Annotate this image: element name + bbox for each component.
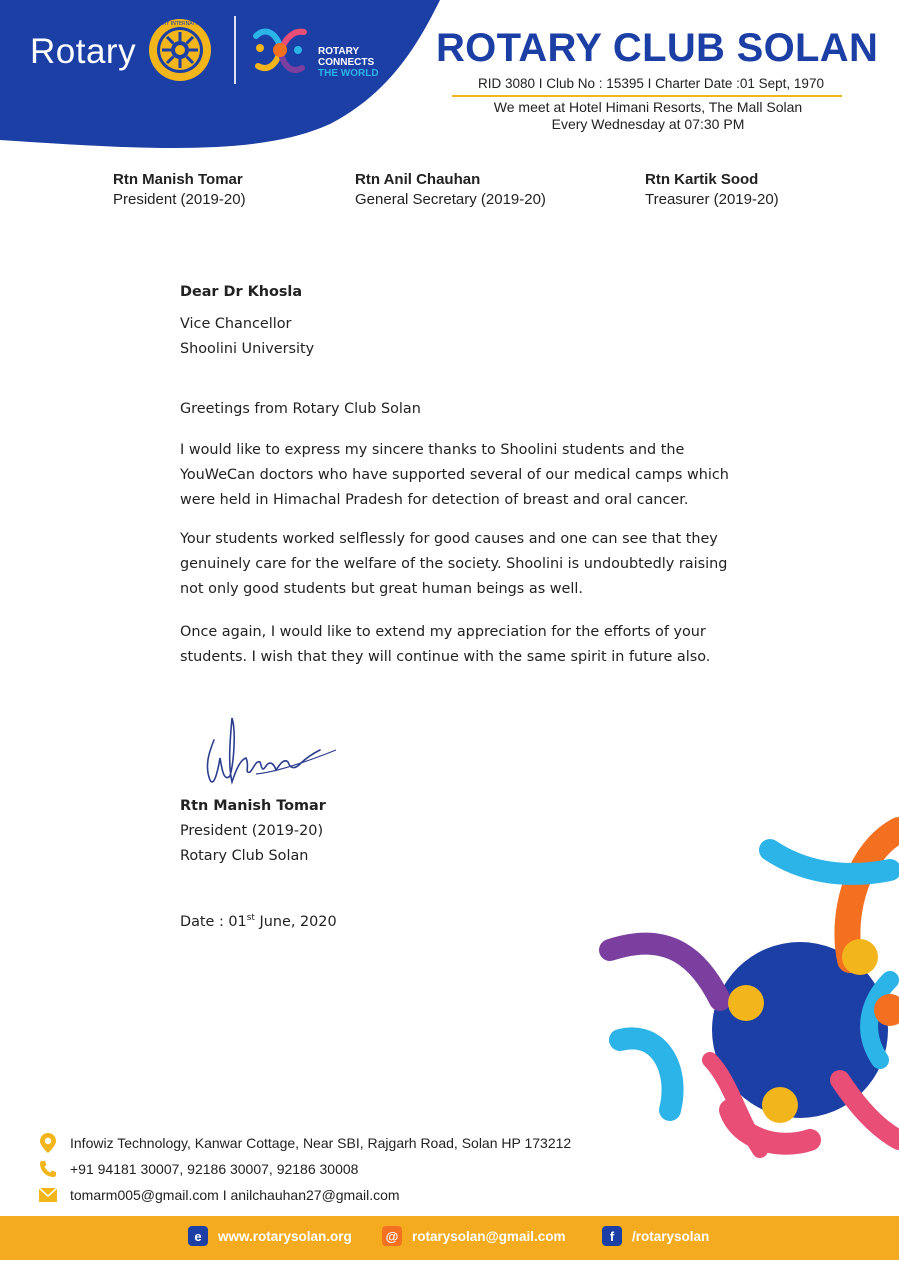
header-gold-rule: [452, 95, 842, 97]
rotary-wordmark: Rotary: [30, 32, 137, 71]
footer-email-link[interactable]: [382, 1226, 565, 1246]
meeting-venue: We meet at Hotel Himani Resorts, The Mall Solan: [493, 99, 803, 115]
contact-emails: [36, 1185, 400, 1205]
greeting-text: Greetings from Rotary Club Solan: [180, 401, 421, 417]
officer-name: Rtn Kartik Sood: [645, 171, 759, 188]
rotary-connects-decorative-graphic: [590, 810, 899, 1160]
paragraph-line: not only good students but great human beings as well.: [180, 581, 583, 597]
phone-icon: [36, 1159, 60, 1179]
greeting: [180, 397, 780, 422]
theme-line-1: ROTARY: [318, 46, 360, 57]
facebook-icon: f: [602, 1226, 622, 1246]
phones-text: +91 94181 30007, 92186 30007, 92186 30008: [70, 1161, 359, 1177]
rotary-wheel-logo: [146, 16, 214, 84]
officer-name: Rtn Manish Tomar: [113, 171, 243, 188]
signoff-block: [180, 794, 326, 869]
officer-role: General Secretary (2019-20): [355, 191, 546, 208]
recipient-block: [180, 312, 780, 362]
paragraph-line: genuinely care for the welfare of the society. Shoolini is undoubtedly raising: [180, 556, 728, 572]
rotary-connects-logo-icon: [246, 16, 314, 84]
location-pin-icon: [36, 1133, 60, 1153]
letter-date: [180, 913, 337, 930]
paragraph-line: Once again, I would like to extend my appreciation for the efforts of your: [180, 624, 706, 640]
wheel-text: ROTARY INTERNATIONAL: [149, 21, 211, 27]
contact-address: [36, 1133, 571, 1153]
theme-line-2: CONNECTS: [318, 57, 375, 68]
paragraph-line: were held in Himachal Pradesh for detection of breast and oral cancer.: [180, 492, 689, 508]
officer-treasurer: [645, 170, 779, 210]
paragraph-line: YouWeCan doctors who have supported several of our medical camps which: [180, 467, 729, 483]
officer-role: President (2019-20): [113, 191, 246, 208]
address-text: Infowiz Technology, Kanwar Cottage, Near SBI, Rajgarh Road, Solan HP 173212: [70, 1135, 572, 1151]
footer-email-text: rotarysolan@gmail.com: [412, 1228, 566, 1244]
club-title: ROTARY CLUB SOLAN: [436, 26, 879, 70]
paragraph-2: [180, 527, 780, 602]
web-icon: e: [188, 1226, 208, 1246]
footer-website-link[interactable]: [188, 1226, 352, 1246]
officer-name: Rtn Anil Chauhan: [355, 171, 481, 188]
signoff-role: President (2019-20): [180, 823, 324, 839]
recipient-org: Shoolini University: [180, 341, 315, 357]
salutation-text: Dear Dr Khosla: [180, 284, 303, 300]
club-meta: RID 3080 I Club No : 15395 I Charter Date :01 Sept, 1970: [478, 76, 824, 91]
paragraph-3: [180, 620, 780, 670]
rotary-connects-text: [318, 46, 379, 79]
officer-role: Treasurer (2019-20): [645, 191, 779, 208]
emails-text: tomarm005@gmail.com I anilchauhan27@gmail.com: [70, 1187, 400, 1203]
officer-secretary: [355, 170, 546, 210]
signoff-org: Rotary Club Solan: [180, 848, 309, 864]
footer-facebook-text: /rotarysolan: [632, 1228, 710, 1244]
email-at-icon: @: [382, 1226, 402, 1246]
paragraph-line: students. I wish that they will continue with the same spirit in future also.: [180, 649, 711, 665]
salutation: [180, 280, 780, 305]
contact-phones: [36, 1159, 358, 1179]
signoff-name: Rtn Manish Tomar: [180, 798, 326, 814]
envelope-icon: [36, 1185, 60, 1205]
footer-website-text: www.rotarysolan.org: [218, 1228, 352, 1244]
date-suffix: June, 2020: [254, 913, 337, 930]
theme-line-3: THE WORLD: [318, 68, 379, 79]
meeting-time: Every Wednesday at 07:30 PM: [551, 116, 745, 132]
paragraph-line: I would like to express my sincere thanks to Shoolini students and the: [180, 442, 685, 458]
paragraph-1: [180, 438, 780, 513]
officer-president: [113, 170, 246, 210]
paragraph-line: Your students worked selflessly for good causes and one can see that they: [180, 531, 718, 547]
date-ordinal: st: [246, 913, 255, 923]
handwritten-signature: [196, 710, 356, 800]
header-divider: [234, 16, 236, 84]
footer-facebook-link[interactable]: [602, 1226, 709, 1246]
recipient-title: Vice Chancellor: [180, 316, 292, 332]
date-prefix: Date : 01: [180, 913, 247, 930]
